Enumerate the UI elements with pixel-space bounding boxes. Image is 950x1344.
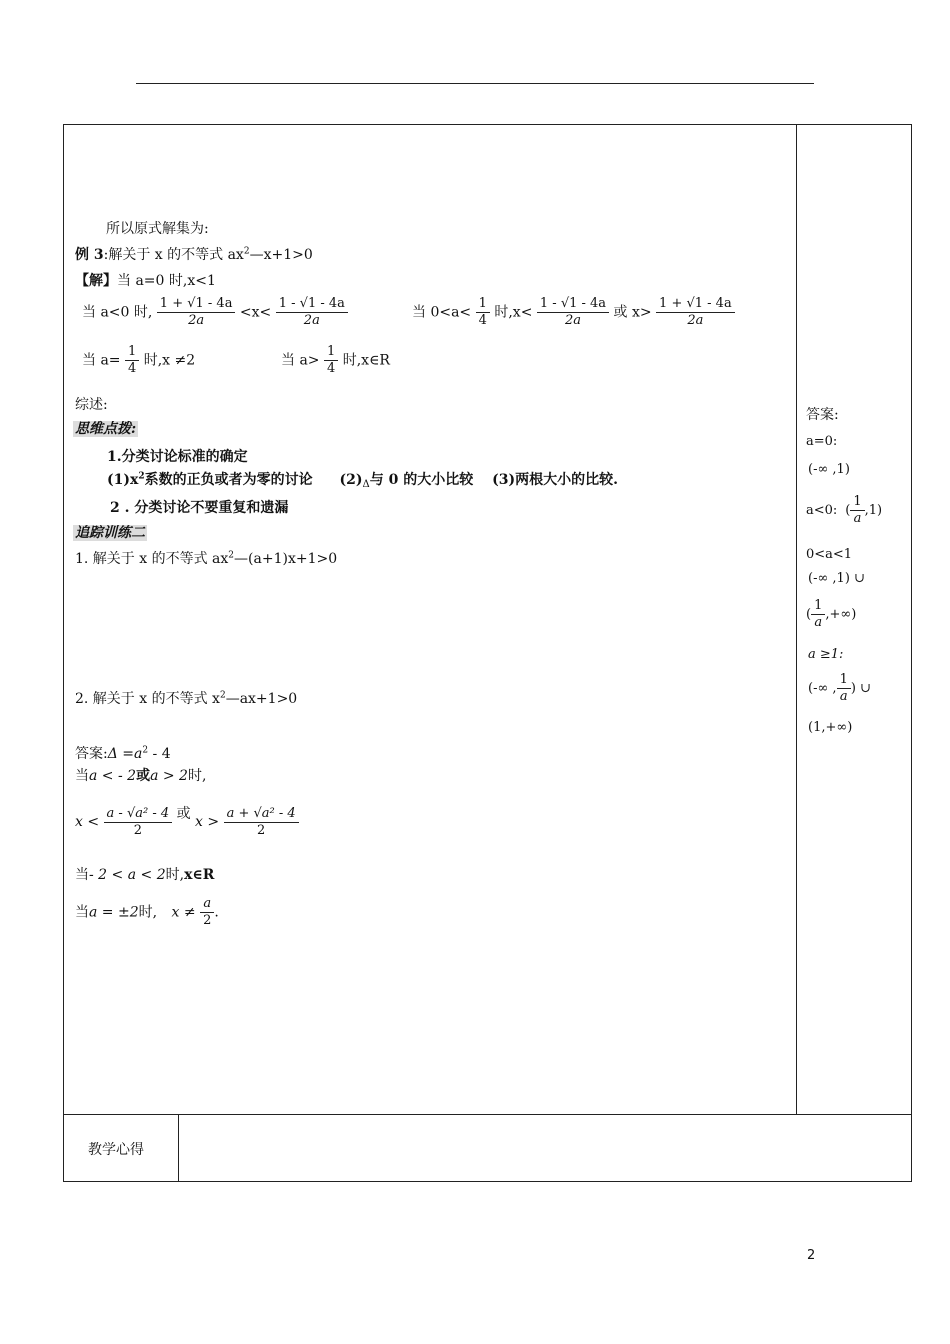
fraction	[157, 296, 236, 329]
case-text: 时,x<	[494, 304, 533, 321]
fraction	[200, 896, 214, 929]
tip-text: (3)两根大小的比较.	[492, 472, 618, 488]
fraction-numerator: a	[200, 896, 214, 913]
fraction-denominator: 2	[133, 822, 142, 838]
case-text: 时,x∈R	[342, 352, 390, 369]
fraction	[324, 344, 338, 377]
fraction	[224, 806, 299, 839]
table-mid-border	[63, 1114, 912, 1115]
fraction-numerator: 1	[476, 296, 490, 313]
fraction	[476, 296, 490, 329]
question-text: 2. 解关于 x 的不等式 x	[75, 691, 220, 707]
superscript: 2	[142, 745, 149, 756]
tip-text: (1)x	[107, 472, 139, 488]
math-expression: - 4	[148, 746, 171, 762]
table-top-border	[63, 124, 912, 125]
fraction	[850, 494, 864, 527]
fraction-numerator: a + √a² - 4	[224, 806, 299, 823]
fraction-denominator: a	[839, 689, 848, 704]
fraction	[104, 806, 173, 839]
superscript: 2	[243, 246, 250, 257]
case-text: 当 a<0 时,	[82, 304, 153, 321]
question-1	[75, 548, 337, 568]
footer-column-divider	[178, 1114, 179, 1182]
tip-text: 系数的正负或者为零的讨论	[144, 472, 313, 488]
question-2	[75, 688, 297, 708]
case-a-greater	[281, 344, 390, 377]
solution-label: 【解】	[75, 273, 117, 289]
page-number: 2	[807, 1248, 816, 1263]
math-expression: a < - 2	[89, 768, 137, 784]
solution-set-line: 所以原式解集为:	[106, 221, 209, 237]
question-text: 1. 解关于 x 的不等式 ax	[75, 551, 229, 567]
answer-text: 或	[176, 806, 191, 822]
side-line: 0<a<1	[806, 547, 853, 562]
solution-intro	[75, 270, 216, 290]
answer-text: 当	[75, 867, 89, 883]
case-text: 当 a=	[82, 352, 121, 369]
fraction	[276, 296, 348, 329]
fraction-numerator: a - √a² - 4	[104, 806, 173, 823]
fraction-denominator: 4	[326, 361, 336, 376]
tip-2	[107, 469, 618, 490]
example-tail: —x+1>0	[249, 247, 313, 263]
fraction-denominator: 2a	[188, 313, 205, 328]
table-left-border	[63, 124, 64, 1182]
fraction-numerator: 1	[837, 672, 851, 689]
math-expression: a = ±2	[89, 904, 139, 921]
superscript: 2	[219, 690, 226, 701]
answer-label: 答案:	[75, 746, 108, 762]
answer-text: 当	[75, 904, 89, 921]
superscript: 2	[228, 550, 235, 561]
side-text: ,+∞)	[825, 607, 857, 622]
fraction	[811, 598, 825, 631]
fraction-denominator: 4	[478, 313, 487, 328]
math-expression: a > 2	[150, 768, 188, 784]
side-line: (-∞ ,1) ∪	[808, 571, 865, 586]
fraction	[537, 296, 609, 329]
fraction-denominator: 2a	[303, 313, 320, 328]
answer-case-1-solution	[75, 803, 299, 839]
delta-icon: Δ	[362, 479, 370, 490]
answer-case-2	[75, 864, 214, 884]
case-text: 或 x>	[613, 304, 652, 321]
math-expression: x >	[195, 814, 220, 830]
header-rule	[136, 83, 814, 84]
fraction-denominator: 2a	[687, 313, 704, 328]
answer-text: 或	[136, 768, 151, 784]
fraction-denominator: 2	[203, 913, 212, 928]
fraction-denominator: a	[814, 615, 823, 630]
tip-text: 与 0 的大小比较	[369, 472, 474, 488]
answer-case-3	[75, 896, 219, 929]
fraction-numerator: 1 + √1 - 4a	[656, 296, 735, 313]
answer-delta	[75, 743, 171, 763]
fraction-denominator: 2	[256, 822, 266, 838]
training-heading	[73, 522, 147, 542]
fraction	[125, 344, 139, 377]
side-line: a ≥1:	[808, 647, 844, 662]
example-text: :解关于 x 的不等式 ax	[103, 247, 244, 263]
math-expression: Δ =a	[107, 746, 143, 762]
answer-text: 时,	[187, 768, 207, 784]
case-text: 时,x ≠2	[143, 352, 196, 369]
math-expression: x <	[75, 814, 100, 830]
side-line: (1,+∞)	[808, 720, 853, 735]
side-text: ) ∪	[850, 681, 871, 696]
fraction-denominator: 4	[127, 361, 137, 376]
side-text: a<0:	[806, 503, 838, 518]
fraction-numerator: 1 + √1 - 4a	[157, 296, 236, 313]
tip-text: (2)	[339, 472, 363, 488]
solution-text: 当 a=0 时,x<1	[117, 273, 216, 289]
superscript: 2	[138, 471, 145, 482]
case-a-quarter	[82, 344, 195, 377]
fraction-numerator: 1	[125, 344, 139, 361]
math-expression: x∈R	[184, 867, 215, 883]
table-bottom-border	[63, 1181, 912, 1182]
side-text: (	[806, 607, 812, 622]
fraction-numerator: 1 - √1 - 4a	[537, 296, 609, 313]
tip-3: 2 . 分类讨论不要重复和遗漏	[110, 500, 289, 516]
fraction	[837, 672, 851, 705]
reflection-label: 教学心得	[88, 1142, 144, 1158]
case-text: 当 0<a<	[412, 304, 472, 321]
side-text: (-∞ ,	[808, 681, 837, 696]
fraction-numerator: 1	[850, 494, 864, 511]
answer-case-1	[75, 765, 206, 785]
question-text: —ax+1>0	[225, 691, 298, 707]
math-expression: - 2 < a < 2	[89, 867, 166, 883]
answer-text: 时,	[165, 867, 185, 883]
fraction	[656, 296, 735, 329]
table-column-divider	[796, 124, 797, 1114]
tips-label: 思维点拨:	[75, 421, 137, 437]
case-a-negative	[82, 296, 348, 329]
example-label: 例 3	[75, 247, 104, 263]
fraction-denominator: 2a	[564, 313, 581, 328]
side-answer-label: 答案:	[806, 407, 839, 423]
case-text: <x<	[239, 304, 272, 321]
side-line	[806, 598, 856, 631]
side-line	[808, 672, 871, 705]
side-text: ,1)	[864, 503, 883, 518]
side-line: a=0:	[806, 434, 838, 449]
side-line: (-∞ ,1)	[808, 462, 850, 477]
table-right-border	[911, 124, 912, 1182]
math-expression: x ≠	[171, 904, 196, 921]
case-a-between	[412, 296, 735, 329]
side-text: (	[845, 503, 851, 518]
answer-text: 当	[75, 768, 89, 784]
answer-text: 时,	[138, 904, 158, 921]
example-3	[75, 244, 313, 264]
tips-heading	[73, 418, 138, 438]
fraction-numerator: 1 - √1 - 4a	[276, 296, 348, 313]
fraction-numerator: 1	[811, 598, 825, 615]
tip-1: 1.分类讨论标准的确定	[107, 449, 248, 465]
case-text: 当 a>	[281, 352, 320, 369]
summary-line: 综述:	[75, 397, 108, 413]
side-line	[806, 494, 882, 527]
training-label: 追踪训练二	[75, 525, 145, 541]
fraction-numerator: 1	[324, 344, 338, 361]
period: .	[214, 904, 219, 921]
question-text: —(a+1)x+1>0	[234, 551, 338, 567]
fraction-denominator: a	[853, 511, 862, 526]
